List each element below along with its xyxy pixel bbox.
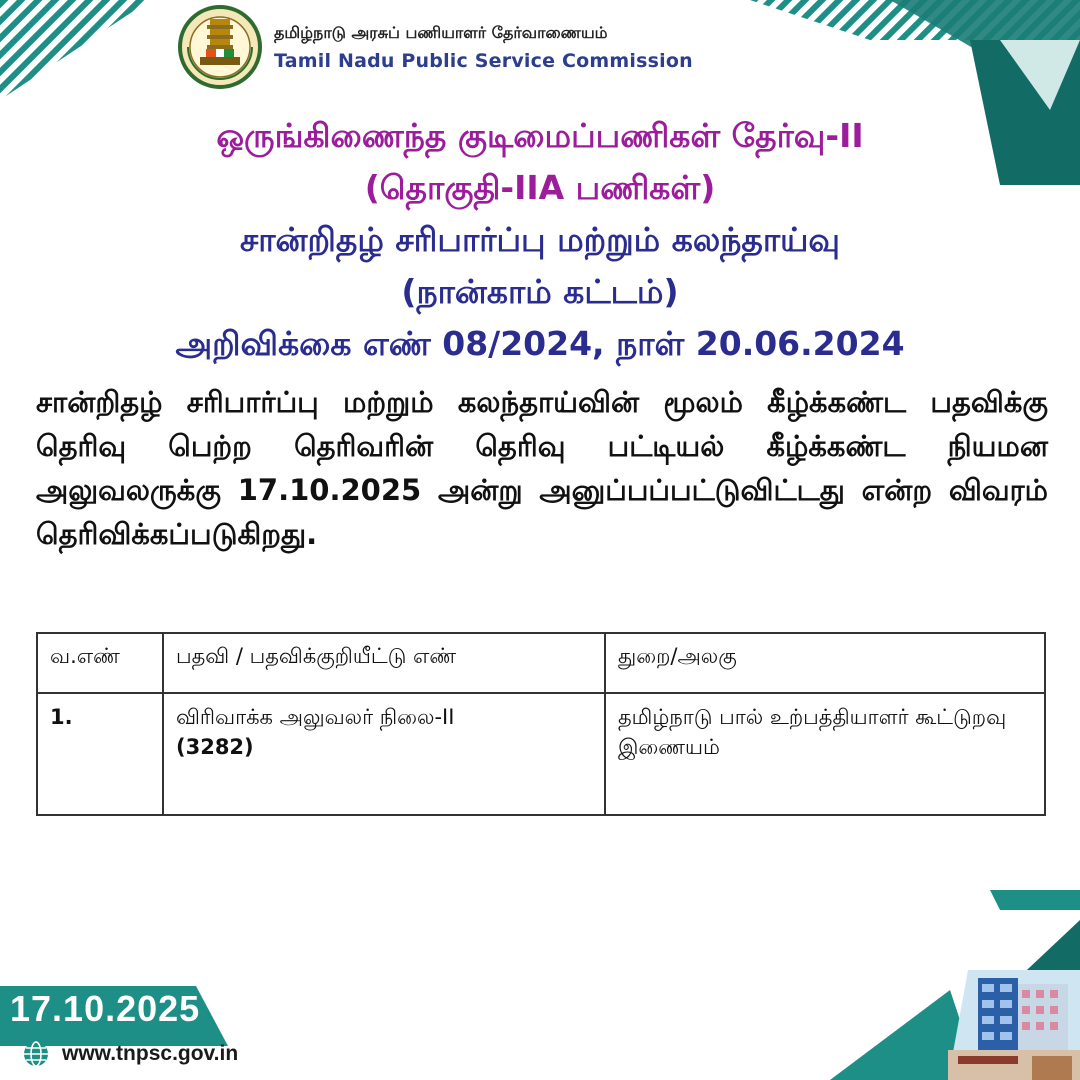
cell-department: தமிழ்நாடு பால் உற்பத்தியாளர் கூட்டுறவு இணையம்	[605, 693, 1045, 815]
org-name-tamil: தமிழ்நாடு அரசுப் பணியாளர் தேர்வாணையம்	[274, 22, 608, 42]
title-phase: (நான்காம் கட்டம்)	[401, 272, 679, 311]
header-post-code: பதவி / பதவிக்குறியீட்டு எண்	[163, 633, 605, 693]
title-exam-group: (தொகுதி-IIA பணிகள்)	[364, 168, 716, 207]
org-names	[274, 23, 693, 72]
globe-icon	[22, 1040, 50, 1068]
header-serial-number: வ.எண்	[37, 633, 163, 693]
website-link[interactable]: www.tnpsc.gov.in	[62, 1042, 239, 1065]
org-name-english: Tamil Nadu Public Service Commission	[274, 49, 693, 72]
website-row	[22, 1040, 238, 1068]
allotment-table	[36, 632, 1046, 816]
tnpsc-building-image	[948, 970, 1080, 1080]
title-exam-name: ஒருங்கிணைந்த குடிமைப்பணிகள் தேர்வு-II	[216, 116, 864, 155]
table-header-row	[37, 633, 1045, 693]
title-verification-counselling: சான்றிதழ் சரிபார்ப்பு மற்றும் கலந்தாய்வு	[239, 220, 841, 259]
top-left-stripes-decoration	[0, 0, 150, 110]
cell-post	[163, 693, 605, 815]
footer-date: 17.10.2025	[10, 988, 201, 1029]
notice-titles	[60, 110, 1020, 370]
table-row	[37, 693, 1045, 815]
tnpsc-emblem-logo	[178, 5, 262, 89]
header-department: துறை/அலகு	[605, 633, 1045, 693]
post-code: (3282)	[176, 735, 254, 759]
header	[178, 4, 693, 90]
title-notification-number: அறிவிக்கை எண் 08/2024, நாள் 20.06.2024	[175, 324, 905, 363]
notice-body-text: சான்றிதழ் சரிபார்ப்பு மற்றும் கலந்தாய்வின் மூலம் கீழ்க்கண்ட பதவிக்கு தெரிவு பெற்ற தெரிவரின் தெரிவு பட்டியல் கீழ்க்கண்ட நியமன அலுவலருக்கு 17.10.2025 அன்று அனுப்பப்பட்டுவிட்டது என்ற விவரம் தெரிவிக்கப்படுகிறது.	[36, 385, 1048, 551]
cell-serial-number: 1.	[37, 693, 163, 815]
post-name: விரிவாக்க அலுவலர் நிலை-II	[176, 705, 455, 729]
